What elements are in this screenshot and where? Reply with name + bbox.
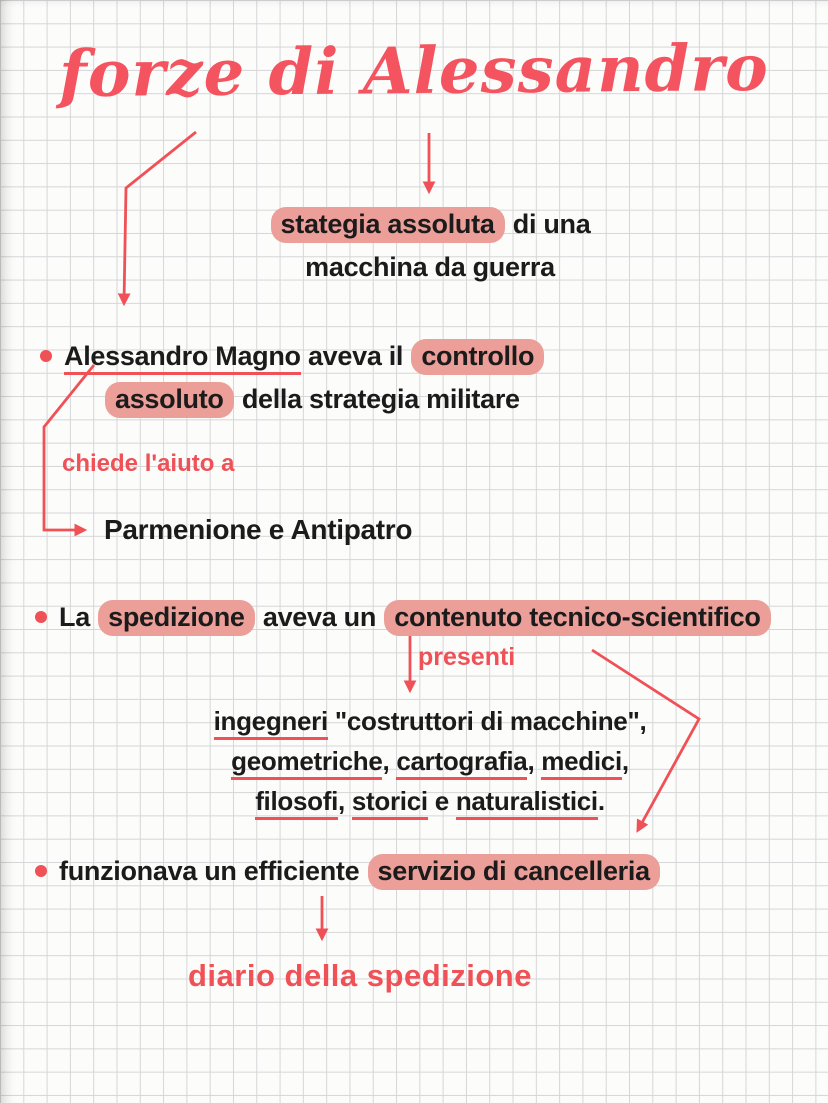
underline-storici: storici — [352, 786, 428, 820]
bullet2-line: La spedizione aveva un contenuto tecnico-scientifico — [59, 596, 819, 639]
bullet-cancelleria — [33, 850, 779, 893]
underline-naturalistici: naturalistici — [456, 786, 598, 820]
underline-alessandro-magno: Alessandro Magno — [64, 341, 301, 375]
strategy-node — [180, 203, 680, 289]
underline-geometriche: geometriche — [231, 746, 382, 780]
highlight-assoluto: assoluto — [105, 382, 234, 418]
list-line-2: geometriche, cartografia, medici, — [120, 741, 740, 781]
connector-label-chiede-aiuto: chiede l'aiuto a — [62, 450, 235, 477]
bullet-spedizione — [33, 596, 819, 639]
bullet-dot — [40, 350, 52, 362]
highlight-servizio-di-cancelleria: servizio di cancelleria — [368, 854, 660, 890]
bullet-dot — [35, 611, 47, 623]
underline-filosofi: filosofi — [255, 786, 338, 820]
highlight-contenuto-tecnico-scientifico: contenuto tecnico-scientifico — [384, 600, 770, 636]
bullet-alessandro-magno — [38, 335, 684, 421]
page-title: forze di Alessandro — [58, 30, 770, 113]
list-line-3: filosofi, storici e naturalistici. — [120, 781, 740, 821]
strategy-line1: stategia assoluta di una — [180, 203, 680, 246]
highlight-spedizione: spedizione — [98, 600, 255, 636]
underline-ingegneri: ingegneri — [214, 706, 328, 740]
bullet-dot — [35, 865, 47, 877]
specialists-list — [120, 701, 740, 821]
diario-label: diario della spedizione — [188, 958, 532, 993]
highlight-controllo: controllo — [411, 339, 544, 375]
bullet3-line: funzionava un efficiente servizio di cancelleria — [59, 850, 779, 893]
highlight-stategia-assoluta: stategia assoluta — [271, 207, 505, 243]
bullet1-line1: Alessandro Magno aveva il controllo — [64, 335, 684, 378]
underline-medici: medici — [541, 746, 622, 780]
presenti-label: presenti — [418, 643, 516, 671]
parmenione-node: Parmenione e Antipatro — [104, 514, 413, 545]
strategy-line2: macchina da guerra — [305, 252, 555, 282]
underline-cartografia: cartografia — [396, 746, 527, 780]
list-line-1: ingegneri "costruttori di macchine", — [120, 701, 740, 741]
bullet1-line2: assoluto della strategia militare — [104, 378, 684, 421]
